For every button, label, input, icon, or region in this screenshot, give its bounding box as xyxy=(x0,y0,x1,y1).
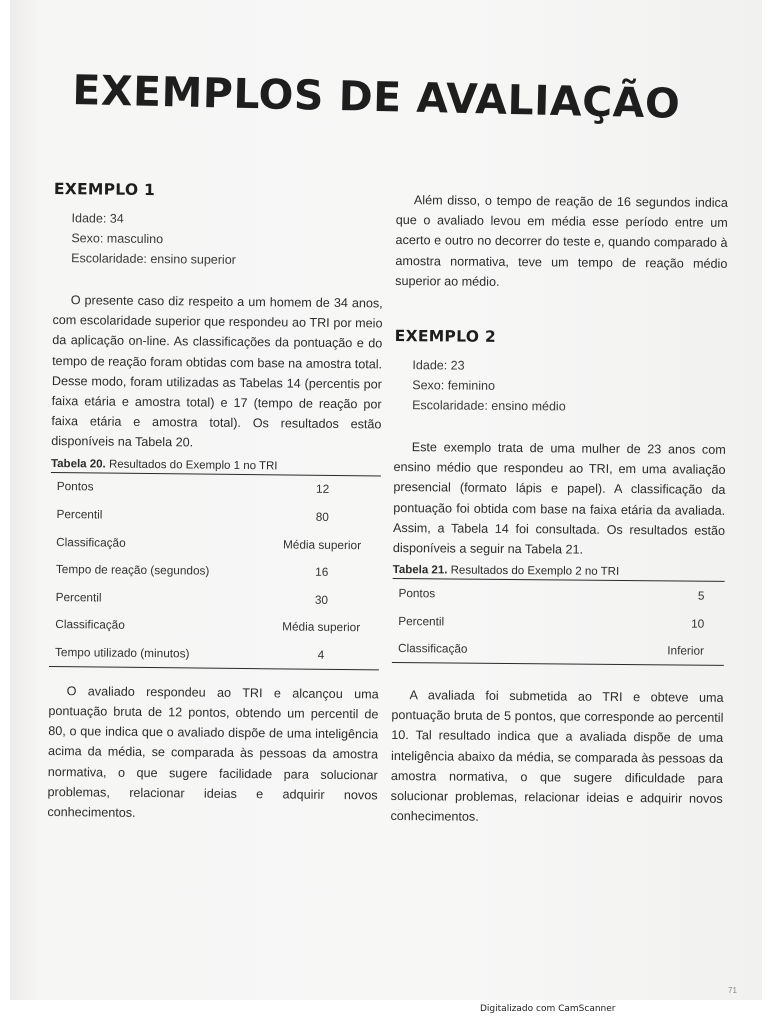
scanner-watermark: Digitalizado com CamScanner xyxy=(480,1004,616,1014)
table-cell-value: Média superior xyxy=(282,537,362,552)
table-20 xyxy=(49,472,381,671)
table-cell-value: Inferior xyxy=(667,643,705,658)
table-row xyxy=(50,500,380,531)
table-cell-label: Percentil xyxy=(55,589,102,605)
example-2-sex: Sexo: feminino xyxy=(412,378,496,393)
table-row xyxy=(392,579,724,610)
example-2-intro-paragraph: Este exemplo trata de uma mulher de 23 anos com ensino médio que respondeu ao TRI, em uma avaliação presencial (formato lápis e papel). A classificação da pontuação foi obtida com base na faixa etária da avaliada. Assim, a Tabela 14 foi consultada. Os resultados estão disponíveis a seguir na Tabela 21. xyxy=(392,440,726,557)
page-number: 71 xyxy=(728,986,737,995)
example-2-age: Idade: 23 xyxy=(412,358,465,373)
table-cell-label: Tempo utilizado (minutos) xyxy=(54,645,190,661)
table-cell-label: Tempo de reação (segundos) xyxy=(55,562,210,578)
example-2-result-paragraph: A avaliada foi submetida ao TRI e obteve uma pontuação bruta de 5 pontos, que corresponde ao percentil 10. Tal resultado indica que a avaliada dispõe de uma inteligência abaixo da média, se comparada às pessoas da amostra normativa, o que sugere dificuldade para solucionar problemas, relacionar ideias e adquirir novos conhecimentos. xyxy=(390,688,724,824)
table-21-caption xyxy=(393,564,725,579)
table-cell-label: Percentil xyxy=(56,507,103,522)
table-row xyxy=(392,607,724,637)
table-row xyxy=(49,583,379,614)
example-1-education: Escolaridade: ensino superior xyxy=(71,251,236,267)
example-2-heading: EXEMPLO 2 xyxy=(394,327,497,346)
left-column xyxy=(47,180,384,826)
right-column xyxy=(390,190,728,829)
example-1-sex: Sexo: masculino xyxy=(71,231,164,247)
table-cell-label: Pontos xyxy=(56,479,94,494)
example-2-education: Escolaridade: ensino médio xyxy=(412,398,566,414)
table-cell-label: Classificação xyxy=(397,641,468,656)
table-21-caption-label: Tabela 21. xyxy=(392,564,448,577)
example-1-intro-paragraph: O presente caso diz respeito a um homem de 34 anos, com escolaridade superior que respondeu ao TRI por meio da aplicação on-line. As classificações da pontuação e do tempo de reação foram obtidas com base na amostra total. Desse modo, foram utilizadas as Tabelas 14 (percentis por faixa etária e amostra total) e 17 (tempo de reação por faixa etária e amostra total). Os resultados estão disponíveis na Tabela 20. xyxy=(51,293,383,450)
table-cell-label: Classificação xyxy=(56,534,126,550)
example-1-result-paragraph: O avaliado respondeu ao TRI e alcançou uma pontuação bruta de 12 pontos, obtendo um percentil de 80, o que indica que o avaliado dispõe de uma inteligência acima da média, se comparada às pessoas da amostra normativa, o que sugere facilidade para solucionar problemas, relacionar ideias e adquirir novos conhecimentos. xyxy=(47,683,379,820)
table-20-caption-text: Resultados do Exemplo 1 no TRI xyxy=(105,458,278,472)
example-1-continuation-paragraph: Além disso, o tempo de reação de 16 segundos indica que o avaliado levou em média esse período entre um acerto e outro no decorrer do teste e, quando comparado à amostra normativa, teve um tempo de reação médio superior ao médio. xyxy=(395,193,728,289)
table-21-caption-text: Resultados do Exemplo 2 no TRI xyxy=(447,564,620,579)
table-cell-value: 30 xyxy=(314,592,329,607)
table-cell-label: Classificação xyxy=(55,617,125,633)
table-cell-value: 5 xyxy=(697,588,705,603)
table-cell-label: Percentil xyxy=(398,613,445,629)
table-row xyxy=(392,634,724,665)
example-1-heading: EXEMPLO 1 xyxy=(53,180,156,200)
table-row xyxy=(50,555,380,586)
table-20-caption xyxy=(51,458,381,473)
table-21 xyxy=(392,578,725,666)
page-title: EXEMPLOS DE AVALIAÇÃO xyxy=(71,66,681,128)
table-cell-value: 4 xyxy=(317,647,325,662)
table-cell-label: Pontos xyxy=(398,586,436,601)
example-1-meta xyxy=(71,208,384,271)
example-2-meta xyxy=(412,355,727,418)
example-1-age: Idade: 34 xyxy=(71,211,124,226)
table-cell-value: 10 xyxy=(691,616,705,631)
table-cell-value: 80 xyxy=(315,509,329,524)
table-cell-value: 12 xyxy=(315,482,330,497)
table-20-caption-label: Tabela 20. xyxy=(50,457,106,471)
scanned-page xyxy=(10,0,762,1000)
table-cell-value: Média superior xyxy=(282,619,361,635)
table-row xyxy=(50,528,380,559)
table-cell-value: 16 xyxy=(315,564,329,580)
table-row xyxy=(49,611,379,642)
table-row xyxy=(51,472,381,504)
table-row xyxy=(49,638,379,670)
